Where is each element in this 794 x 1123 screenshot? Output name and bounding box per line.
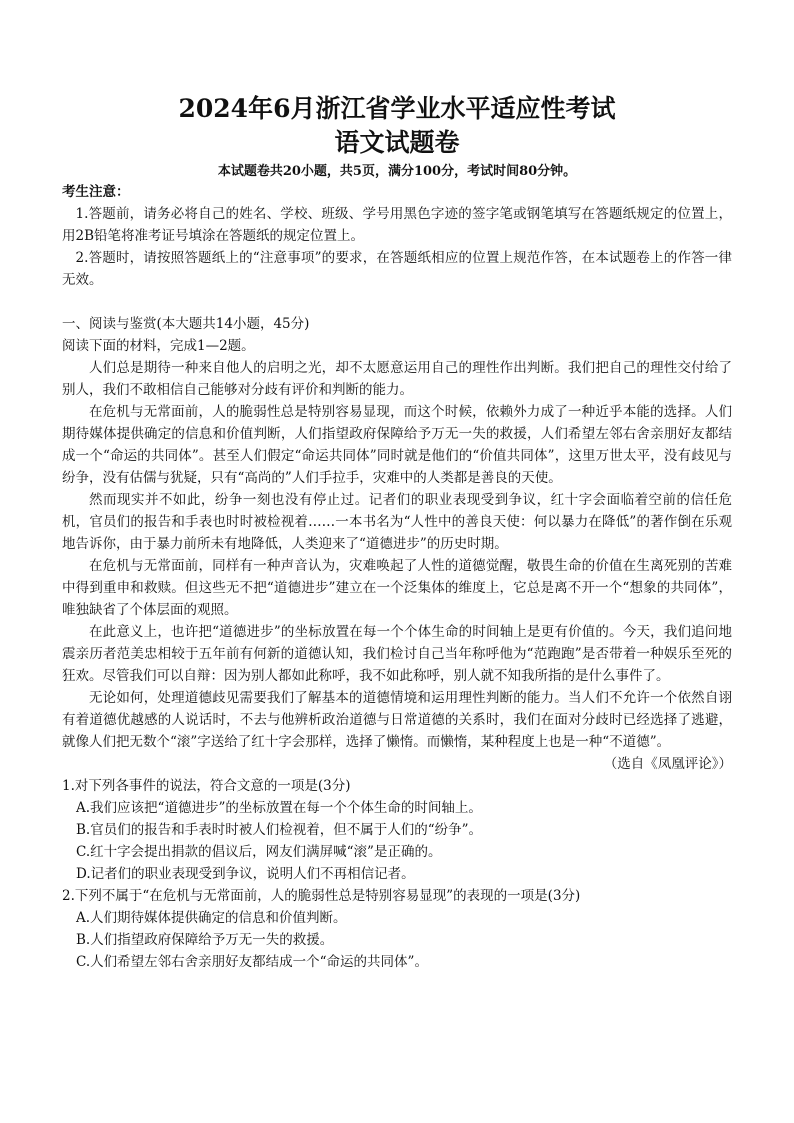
option-a: A.我们应该把“道德进步”的坐标放置在每一个个体生命的时间轴上。 — [76, 800, 482, 816]
exam-title: 2024年6月浙江省学业水平适应性考试 — [178, 94, 616, 123]
section-heading: 一、阅读与鉴赏(本大题共14小题，45分) — [62, 316, 310, 332]
notice-heading: 考生注意： — [62, 184, 130, 200]
notice-item: 1.答题前，请务必将自己的姓名、学校、班级、学号用黑色字迹的签字笔或钢笔填写在答题纸规定的位置上，用2B铅笔将准考证号填涂在答题纸的规定位置上。 — [62, 206, 732, 244]
question-1 — [62, 775, 732, 885]
question-stem: 2.下列不属于“在危机与无常面前，人的脆弱性总是特别容易显现”的表现的一项是(3分) — [62, 888, 581, 904]
passage-paragraph: 人们总是期待一种来自他人的启明之光，却不太愿意运用自己的理性作出判断。我们把自己的理性交付给了别人，我们不敢相信自己能够对分歧有评价和判断的能力。 — [62, 360, 732, 398]
option-a: A.人们期待媒体提供确定的信息和价值判断。 — [76, 910, 347, 926]
option-c: C.人们希望左邻右舍亲朋好友都结成一个“命运的共同体”。 — [76, 954, 428, 970]
passage-paragraph: 无论如何，处理道德歧见需要我们了解基本的道德情境和运用理性判断的能力。当人们不允许一个依然自诩有着道德优越感的人说话时，不去与他辨析政治道德与日常道德的关系时，我们在面对分歧时已经选择了逃避，就像人们把无数个“滚”字送给了红十字会那样，选择了懒惰。而懒惰，某种程度上也是一种“不道德”。 — [62, 690, 732, 750]
passage-paragraph: 在危机与无常面前，同样有一种声音认为，灾难唤起了人性的道德觉醒，敬畏生命的价值在生离死别的苦难中得到重申和救赎。但这些无不把“道德进步”建立在一个泛集体的维度上，它总是离不开一个“想象的共同体”，唯独缺省了个体层面的观照。 — [62, 558, 732, 618]
passage-source: （选自《凤凰评论》） — [603, 756, 732, 772]
exam-page — [62, 92, 732, 973]
option-d: D.记者们的职业表现受到争议，说明人们不再相信记者。 — [76, 866, 415, 882]
passage-paragraph: 然而现实并不如此，纷争一刻也没有停止过。记者们的职业表现受到争议，红十字会面临着空前的信任危机，官员们的报告和手表也时时被检视着……一本书名为“人性中的善良天使：何以暴力在降低”的著作倒在乐观地告诉你，由于暴力前所未有地降低，人类迎来了“道德进步”的历史时期。 — [62, 492, 732, 552]
question-2 — [62, 885, 732, 973]
option-c: C.红十字会提出捐款的倡议后，网友们满屏喊“滚”是正确的。 — [76, 844, 442, 860]
option-b: B.人们指望政府保障给予万无一失的救援。 — [76, 932, 334, 948]
passage-paragraph: 在危机与无常面前，人的脆弱性总是特别容易显现，而这个时候，依赖外力成了一种近乎本能的选择。人们期待媒体提供确定的信息和价值判断，人们指望政府保障给予万无一失的救援，人们希望左邻右舍亲朋好友都结成一个“命运的共同体”。甚至人们假定“命运共同体”同时就是他们的“价值共同体”，这里万世太平，没有歧见与纷争，没有估儒与犹疑，只有“高尚的”人们手拉手，灾难中的人类都是善良的天使。 — [62, 404, 732, 486]
passage-paragraph: 在此意义上，也许把“道德进步”的坐标放置在每一个个体生命的时间轴上是更有价值的。今天，我们追问地震亲历者范美忠相较于五年前有何新的道德认知，我们检讨自己当年称呼他为“范跑跑”是否带着一种娱乐至死的狂欢。尽管我们可以自辩：因为别人都如此称呼，我不如此称呼，别人就不知我所指的是什么事件了。 — [62, 624, 732, 684]
exam-subtitle: 语文试题卷 — [334, 128, 460, 157]
reading-instruction: 阅读下面的材料，完成1—2题。 — [62, 338, 255, 354]
exam-info: 本试题卷共20小题，共5页，满分100分，考试时间80分钟。 — [217, 164, 577, 179]
notice-item: 2.答题时，请按照答题纸上的“注意事项”的要求，在答题纸相应的位置上规范作答，在本试题卷上的作答一律无效。 — [62, 250, 732, 288]
option-b: B.官员们的报告和手表时时被人们检视着，但不属于人们的“纷争”。 — [76, 822, 483, 838]
spacer — [62, 291, 732, 313]
question-stem: 1.对下列各事件的说法，符合文意的一项是(3分) — [62, 778, 351, 794]
